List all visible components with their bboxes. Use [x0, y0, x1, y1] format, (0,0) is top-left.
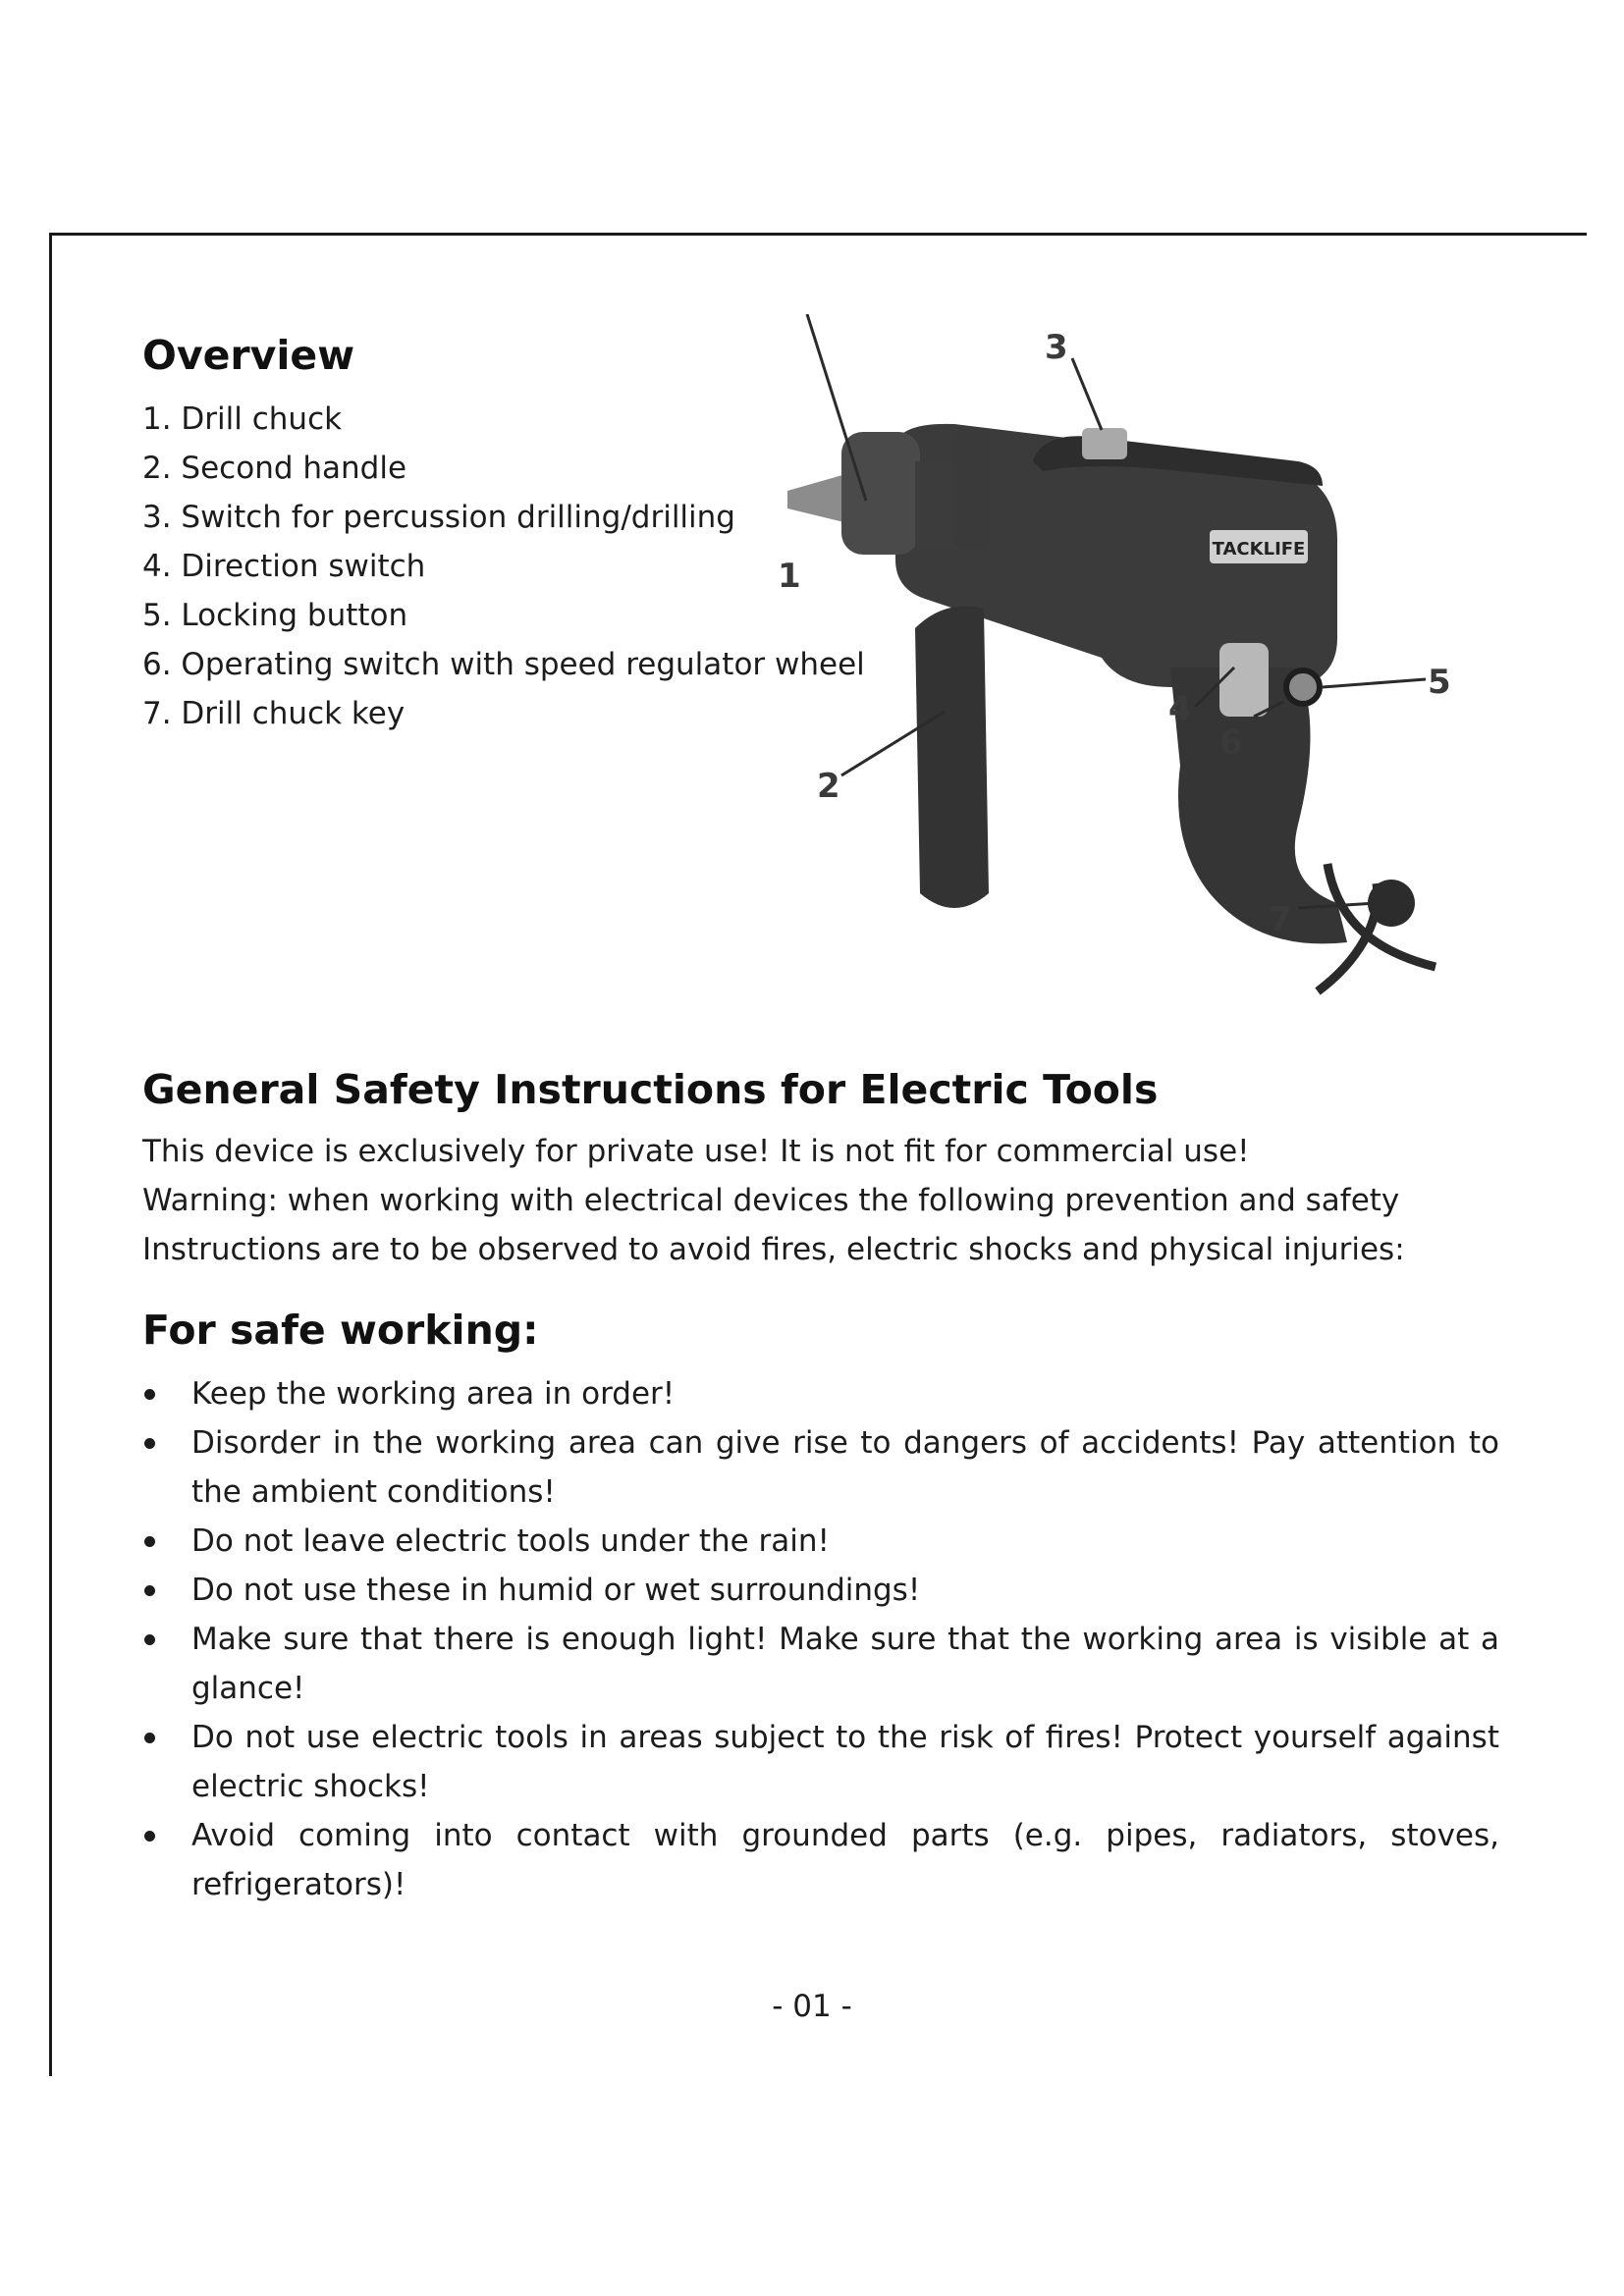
overview-item-direction-switch: 4. Direction switch [142, 549, 426, 584]
callout-line-1 [807, 314, 866, 501]
callout-7: 7 [1269, 900, 1292, 939]
handle-clamp [954, 432, 990, 550]
list-item: Do not use electric tools in areas subject to the risk of fires! Protect yourself against electric shocks! [142, 1713, 1499, 1811]
overview-item-chuck-key: 7. Drill chuck key [142, 696, 406, 731]
overview-item-locking-button: 5. Locking button [142, 598, 408, 633]
overview-item-second-handle: 2. Second handle [142, 451, 407, 486]
safe-working-heading: For safe working: [142, 1307, 539, 1354]
list-item: Disorder in the working area can give rise to dangers of accidents! Pay attention to the ambient conditions! [142, 1418, 1499, 1517]
callout-line-3 [1072, 358, 1102, 430]
callout-5: 5 [1428, 663, 1451, 702]
callout-line-5 [1323, 679, 1426, 687]
list-item: Keep the working area in order! [142, 1369, 1499, 1418]
drill-illustration [748, 314, 1578, 1021]
overview-item-percussion-switch: 3. Switch for percussion drilling/drilling [142, 500, 735, 535]
trigger-shape [1219, 643, 1269, 717]
overview-heading: Overview [142, 332, 355, 379]
page-frame-left-rule [49, 233, 52, 2076]
callout-6: 6 [1219, 723, 1243, 763]
callout-1: 1 [778, 557, 801, 596]
page-number: - 01 - [772, 1989, 852, 2024]
locking-button-shape [1286, 670, 1320, 704]
safety-instructions-heading: General Safety Instructions for Electric Tools [142, 1066, 1159, 1113]
list-item: Make sure that there is enough light! Make sure that the working area is visible at a glance! [142, 1615, 1499, 1713]
list-item: Do not use these in humid or wet surroundings! [142, 1566, 1499, 1615]
safe-working-list [142, 1369, 1499, 1909]
callout-2: 2 [817, 767, 840, 806]
overview-item-drill-chuck: 1. Drill chuck [142, 401, 343, 437]
percussion-switch-shape [1082, 428, 1127, 459]
overview-item-operating-switch: 6. Operating switch with speed regulator wheel [142, 647, 865, 682]
brand-logo: TACKLIFE [1212, 539, 1306, 560]
private-use-notice: This device is exclusively for private use! It is not fit for commercial use! [142, 1134, 1250, 1169]
safety-intro [142, 1127, 1497, 1274]
page-frame-top-rule [49, 233, 1587, 236]
callout-4: 4 [1168, 689, 1192, 728]
warning-text: Warning: when working with electrical devices the following prevention and safety Instructions are to be observed to avoid fires, electric shocks and physical injuries: [142, 1183, 1405, 1267]
list-item: Do not leave electric tools under the rain! [142, 1517, 1499, 1566]
second-handle-shape [915, 607, 989, 909]
list-item: Avoid coming into contact with grounded parts (e.g. pipes, radiators, stoves, refrigerators)! [142, 1811, 1499, 1909]
callout-3: 3 [1045, 328, 1068, 367]
drill-chuck-shape [841, 432, 920, 555]
